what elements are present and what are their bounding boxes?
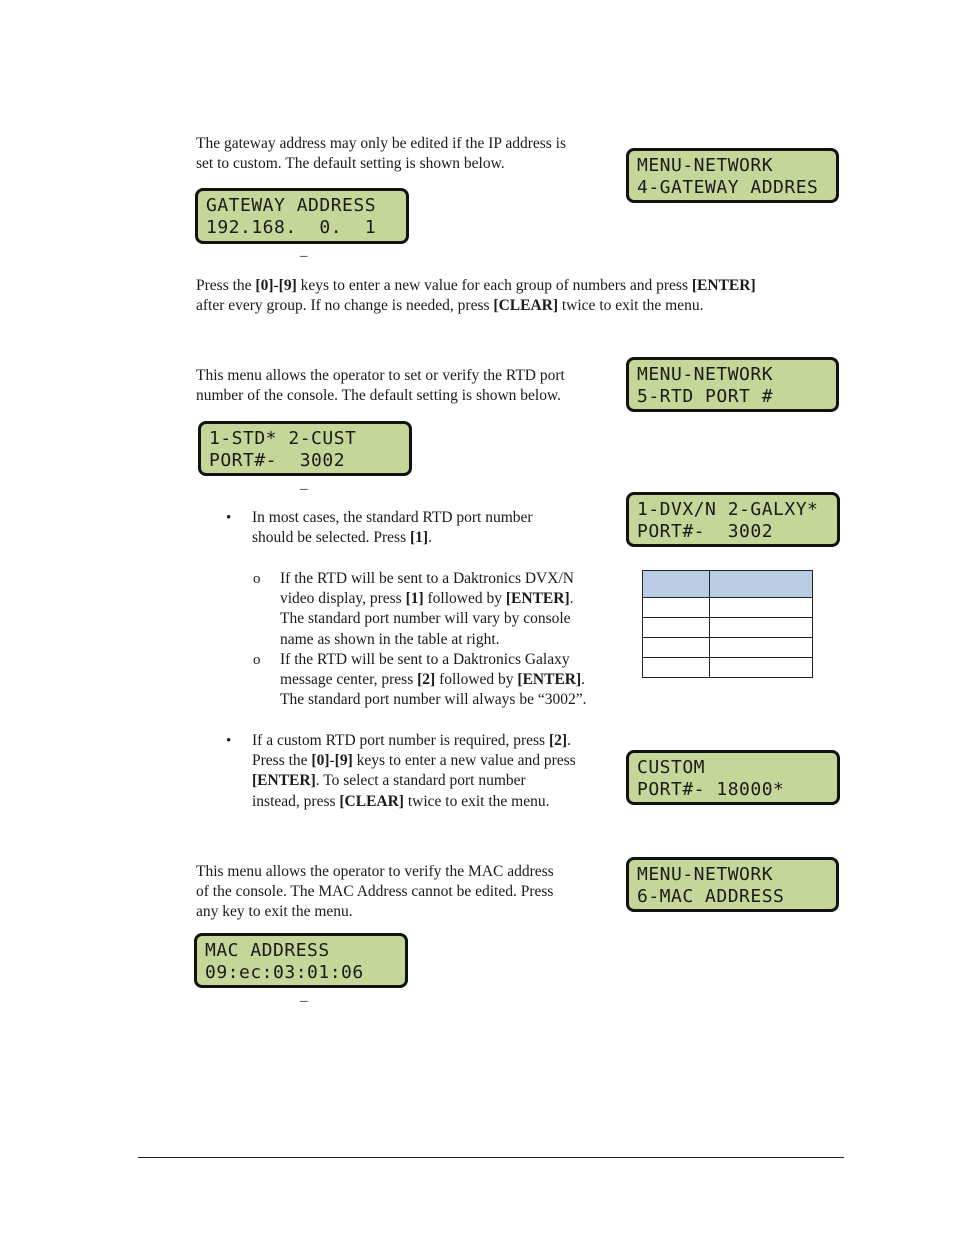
key-label: [ENTER] (517, 671, 582, 689)
lcd-line: 192.168. 0. 1 (206, 217, 377, 238)
text-run: In most cases, the standard RTD port number should be selected. Press (252, 509, 533, 547)
rtd-description-line-2: number of the console. The default setting is shown below. (196, 387, 562, 405)
lcd-line: 1-DVX/N 2-GALXY* (637, 499, 819, 520)
table-cell (710, 618, 813, 638)
text-run: . (428, 529, 432, 547)
lcd-line: 6-MAC ADDRESS (637, 886, 785, 907)
port-number-table (642, 570, 813, 678)
key-label: [2] (417, 671, 436, 689)
text-run: Press the (196, 277, 256, 294)
text-run: . The standard port number will vary by console name as shown in the table at right. (280, 590, 574, 648)
lcd-line: MENU-NETWORK (637, 864, 774, 885)
text-run: keys to enter a new value for each group of numbers and press (296, 277, 692, 294)
lcd-line: GATEWAY ADDRESS (206, 195, 377, 216)
lcd-line: 09:ec:03:01:06 (205, 962, 364, 983)
rtd-lcd-caption: – (300, 481, 308, 497)
text-run: If the RTD will be sent to a Daktronics DVX/N video display, press (280, 570, 574, 608)
table-header-cell (710, 571, 813, 598)
text-run: followed by (423, 590, 506, 608)
gateway-menu-lcd (626, 148, 839, 203)
key-label: [CLEAR] (493, 297, 558, 315)
gateway-description (196, 134, 626, 174)
table-row (643, 618, 813, 638)
gateway-default-lcd (195, 188, 409, 244)
table-row (643, 658, 813, 678)
text-run: twice to exit the menu. (558, 297, 704, 315)
gateway-description-line-2: set to custom. The default setting is shown below. (196, 155, 505, 173)
table-cell (643, 638, 710, 658)
key-label: [ENTER] (252, 772, 316, 790)
mac-description-line-1: This menu allows the operator to verify the MAC address (196, 863, 554, 880)
lcd-line: 5-RTD PORT # (637, 386, 774, 407)
mac-description (196, 862, 616, 923)
lcd-line: PORT#- 3002 (637, 521, 774, 542)
rtd-menu-lcd (626, 357, 839, 412)
table-cell (643, 618, 710, 638)
table-cell (710, 598, 813, 618)
table-row (643, 638, 813, 658)
table-header-cell (643, 571, 710, 598)
lcd-line: CUSTOM (637, 757, 706, 778)
key-label: [9] (278, 277, 297, 294)
text-run: - (329, 752, 335, 770)
table-cell (643, 598, 710, 618)
rtd-galaxy-sub-bullet (280, 650, 632, 711)
key-label: [ENTER] (505, 590, 570, 608)
gateway-lcd-caption: – (300, 248, 308, 264)
rtd-dvx-sub-bullet (280, 569, 630, 650)
rtd-alt-lcd (626, 492, 840, 547)
mac-description-line-2: of the console. The MAC Address cannot be edited. Press (196, 883, 554, 901)
gateway-instructions (196, 276, 826, 316)
rtd-custom-bullet (252, 731, 624, 812)
text-run: . To select a standard port number instead, press (252, 772, 526, 810)
table-cell (710, 658, 813, 678)
key-label: [0] (311, 752, 330, 770)
table-cell (643, 658, 710, 678)
text-run: followed by (435, 671, 518, 689)
lcd-line: 4-GATEWAY ADDRES (637, 177, 819, 198)
lcd-line: MENU-NETWORK (637, 155, 774, 176)
text-run: after every group. If no change is needed, press (196, 297, 490, 315)
bullet-symbol: • (226, 510, 232, 526)
text-run: keys to enter a new value and press (356, 752, 576, 770)
key-label: [9] (334, 752, 353, 770)
table-cell (710, 638, 813, 658)
table-header-row (643, 571, 813, 598)
lcd-line: 1-STD* 2-CUST (209, 428, 357, 449)
lcd-line: PORT#- 3002 (209, 450, 346, 471)
key-label: [1] (409, 529, 429, 547)
text-run: - (273, 277, 279, 294)
footer-divider (138, 1157, 844, 1158)
rtd-description (196, 366, 626, 406)
key-label: [1] (405, 590, 424, 608)
mac-lcd-caption: – (300, 993, 308, 1009)
gateway-description-line-1: The gateway address may only be edited if the IP address is (196, 135, 567, 152)
key-label: [CLEAR] (339, 792, 404, 810)
mac-description-line-3: any key to exit the menu. (196, 903, 353, 921)
key-label: [2] (548, 732, 568, 749)
rtd-custom-lcd (626, 750, 840, 805)
mac-default-lcd (194, 933, 408, 988)
rtd-default-lcd (198, 421, 412, 476)
rtd-standard-bullet (252, 508, 622, 548)
key-label: [0] (255, 277, 274, 294)
text-run: twice to exit the menu. (403, 792, 550, 810)
sub-bullet-symbol: o (253, 571, 261, 587)
lcd-line: MAC ADDRESS (205, 940, 330, 961)
lcd-line: MENU-NETWORK (637, 364, 774, 385)
lcd-line: PORT#- 18000* (637, 779, 785, 800)
sub-bullet-symbol: o (253, 652, 261, 668)
table-row (643, 598, 813, 618)
bullet-symbol: • (226, 733, 232, 749)
text-run: If the RTD will be sent to a Daktronics Galaxy message center, press (280, 651, 570, 689)
text-run: If a custom RTD port number is required, press (252, 732, 549, 749)
rtd-description-line-1: This menu allows the operator to set or verify the RTD port (196, 367, 565, 384)
text-run: . Press the (252, 732, 571, 770)
mac-menu-lcd (626, 857, 839, 912)
key-label: [ENTER] (691, 277, 756, 294)
text-run: . The standard port number will always be “3002”. (280, 671, 587, 709)
